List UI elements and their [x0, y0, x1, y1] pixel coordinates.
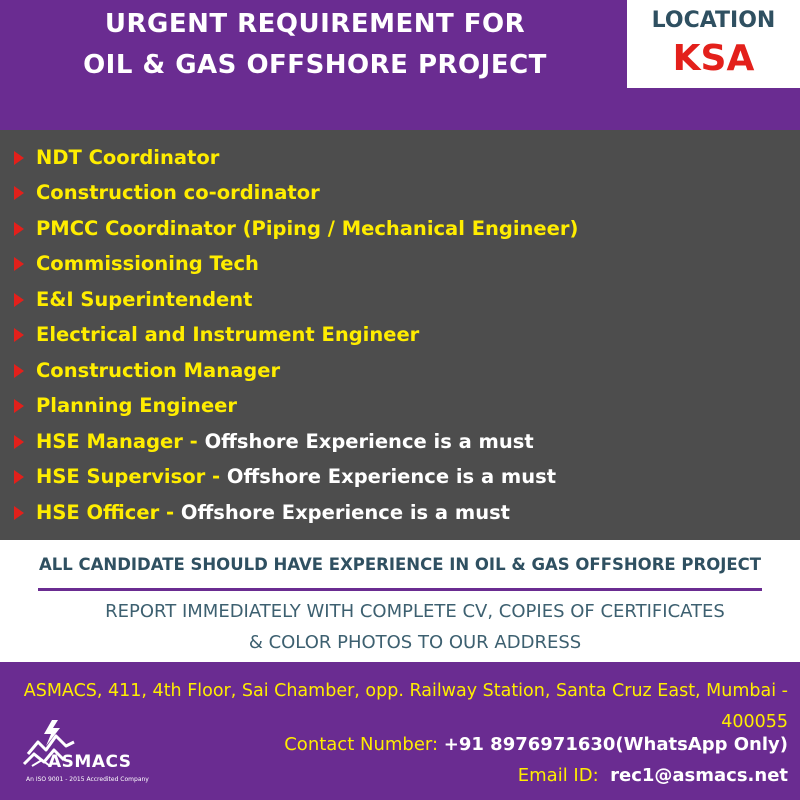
job-note: Offshore Experience is a must [180, 501, 511, 524]
location-value: KSA [672, 38, 755, 79]
list-item [14, 285, 252, 315]
email [518, 765, 788, 786]
job-title: HSE Manager - [36, 430, 198, 453]
list-item [14, 498, 510, 528]
location-box [627, 0, 800, 88]
job-list [0, 130, 800, 540]
report-instructions [0, 596, 800, 658]
contact-number [284, 734, 788, 755]
address-line-2: 400055 [721, 712, 788, 732]
bullet-arrow-icon [14, 506, 24, 520]
contact-value[interactable]: +91 8976971630(WhatsApp Only) [443, 734, 788, 755]
contact-label: Contact Number: [284, 734, 439, 755]
list-item [14, 249, 259, 279]
section-divider [38, 588, 762, 591]
asmacs-logo [22, 716, 182, 796]
job-note: Offshore Experience is a must [204, 430, 534, 453]
job-note: Offshore Experience is a must [226, 465, 557, 488]
job-title: E&I Superintendent [36, 288, 253, 311]
job-title: Construction co-ordinator [36, 181, 320, 204]
list-item [14, 391, 237, 421]
list-item [14, 427, 534, 457]
bullet-arrow-icon [14, 222, 24, 236]
job-title: HSE Supervisor - [36, 465, 221, 488]
bullet-arrow-icon [14, 399, 24, 413]
report-line-1: REPORT IMMEDIATELY WITH COMPLETE CV, COPIES OF CERTIFICATES [105, 601, 725, 622]
email-link[interactable]: rec1@asmacs.net [610, 765, 788, 786]
list-item [14, 356, 280, 386]
bullet-arrow-icon [14, 328, 24, 342]
list-item [14, 143, 219, 173]
job-title: HSE Officer - [36, 501, 175, 524]
job-title: NDT Coordinator [36, 146, 220, 169]
requirement-text: ALL CANDIDATE SHOULD HAVE EXPERIENCE IN OIL & GAS OFFSHORE PROJECT [38, 555, 762, 574]
list-item [14, 320, 419, 350]
header-banner [0, 0, 800, 130]
list-item [14, 462, 556, 492]
logo-tagline: An ISO 9001 - 2015 Accredited Company [26, 776, 149, 783]
list-item [14, 178, 320, 208]
bullet-arrow-icon [14, 364, 24, 378]
list-item [14, 214, 578, 244]
bullet-arrow-icon [14, 293, 24, 307]
job-title: Electrical and Instrument Engineer [36, 323, 420, 346]
title-line-2: OIL & GAS OFFSHORE PROJECT [83, 50, 547, 80]
job-title: Planning Engineer [36, 394, 238, 417]
bullet-arrow-icon [14, 186, 24, 200]
bullet-arrow-icon [14, 151, 24, 165]
job-title: PMCC Coordinator (Piping / Mechanical Engineer) [36, 217, 579, 240]
logo-name: ASMACS [48, 752, 132, 772]
location-label: LOCATION [651, 8, 776, 33]
bullet-arrow-icon [14, 257, 24, 271]
title-line-1: URGENT REQUIREMENT FOR [104, 9, 526, 39]
job-title: Construction Manager [36, 359, 281, 382]
email-label: Email ID: [517, 765, 599, 786]
bullet-arrow-icon [14, 435, 24, 449]
job-title: Commissioning Tech [36, 252, 259, 275]
footer-banner [0, 662, 800, 800]
report-line-2: & COLOR PHOTOS TO OUR ADDRESS [248, 632, 582, 653]
address-line-1: ASMACS, 411, 4th Floor, Sai Chamber, opp. Railway Station, Santa Cruz East, Mumbai - [23, 681, 788, 701]
bullet-arrow-icon [14, 470, 24, 484]
